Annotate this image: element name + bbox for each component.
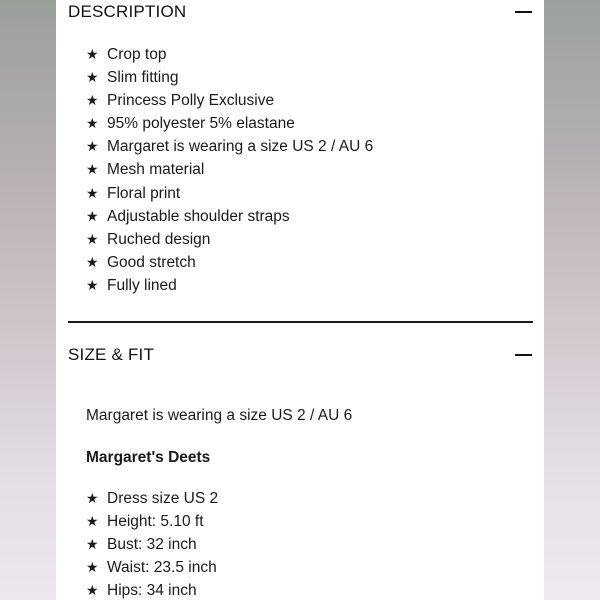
star-icon: ★ [86, 207, 99, 224]
product-details-panel [56, 0, 544, 600]
description-title: DESCRIPTION [68, 2, 187, 21]
list-item-text: Dress size US 2 [107, 490, 219, 507]
size-fit-accordion-header[interactable] [68, 342, 532, 368]
list-item [86, 43, 373, 66]
star-icon: ★ [86, 513, 99, 530]
list-item [86, 89, 373, 112]
list-item-text: Adjustable shoulder straps [107, 207, 290, 225]
list-item [86, 228, 373, 251]
list-item-text: 95% polyester 5% elastane [107, 115, 295, 133]
list-item-text: Good stretch [107, 253, 196, 271]
list-item-text: Mesh material [107, 161, 205, 179]
size-fit-title: SIZE & FIT [68, 345, 155, 364]
list-item [86, 112, 373, 135]
star-icon: ★ [86, 253, 99, 270]
list-item [86, 510, 218, 533]
list-item [86, 182, 373, 205]
background-right-panel [544, 0, 600, 600]
star-icon: ★ [86, 184, 99, 201]
list-item [86, 66, 373, 89]
star-icon: ★ [86, 582, 99, 599]
minus-icon[interactable] [515, 11, 532, 13]
star-icon: ★ [86, 536, 99, 553]
star-icon: ★ [86, 161, 99, 178]
section-divider [68, 321, 533, 323]
minus-icon[interactable] [515, 354, 532, 356]
list-item-text: Crop top [107, 46, 167, 63]
list-item-text: Princess Polly Exclusive [107, 92, 275, 110]
model-deets-list [86, 487, 218, 600]
description-accordion-header[interactable] [68, 0, 532, 25]
list-item-text: Floral print [107, 184, 181, 202]
star-icon: ★ [86, 276, 99, 293]
list-item [86, 158, 373, 181]
list-item [86, 135, 373, 158]
star-icon: ★ [86, 92, 99, 109]
list-item-text: Waist: 23.5 inch [107, 559, 217, 577]
list-item-text: Slim fitting [107, 69, 179, 87]
star-icon: ★ [86, 230, 99, 247]
star-icon: ★ [86, 490, 99, 506]
list-item [86, 487, 218, 510]
size-fit-intro: Margaret is wearing a size US 2 / AU 6 [86, 407, 353, 424]
list-item [86, 556, 218, 579]
list-item [86, 579, 218, 600]
star-icon: ★ [86, 115, 99, 132]
list-item [86, 274, 373, 297]
star-icon: ★ [86, 138, 99, 155]
description-list [86, 43, 373, 297]
list-item-text: Fully lined [107, 276, 177, 294]
list-item-text: Height: 5.10 ft [107, 513, 204, 531]
list-item-text: Margaret is wearing a size US 2 / AU 6 [107, 138, 374, 156]
list-item-text: Bust: 32 inch [107, 536, 197, 554]
background-left-panel [0, 0, 56, 600]
list-item [86, 251, 373, 274]
model-deets-heading: Margaret's Deets [86, 449, 211, 466]
star-icon: ★ [86, 559, 99, 576]
list-item-text: Hips: 34 inch [107, 582, 197, 600]
list-item [86, 533, 218, 556]
star-icon: ★ [86, 46, 99, 62]
list-item [86, 205, 373, 228]
list-item-text: Ruched design [107, 230, 211, 248]
star-icon: ★ [86, 69, 99, 86]
